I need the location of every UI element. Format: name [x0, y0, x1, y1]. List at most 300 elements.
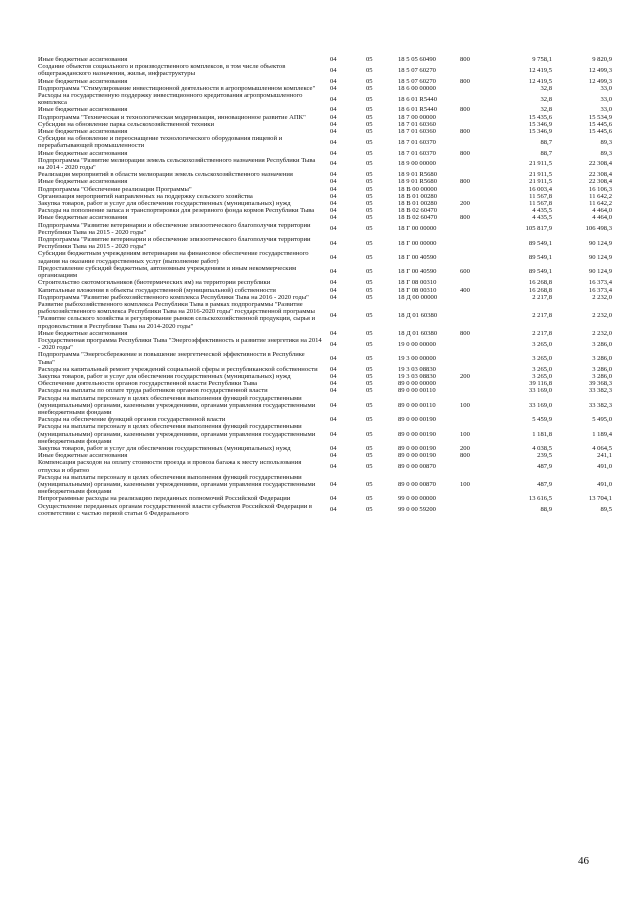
budget-document	[38, 56, 612, 517]
row-value-year2: 33 382,3	[588, 387, 612, 395]
row-value-year1: 89 549,1	[528, 254, 552, 262]
row-value-year2: 16 373,4	[588, 286, 612, 294]
row-name: Расходы на выплаты персоналу в целях обеспечения выполнения функций государственными (муниципальными) органами, казенными учреждениями, органами управления государственными внебюджетными фондами	[38, 473, 316, 496]
row-section-code: 04	[330, 160, 337, 168]
table-row	[38, 495, 612, 502]
row-target-article: 18 7 01 60360	[398, 128, 436, 136]
row-section-code: 04	[330, 387, 337, 395]
row-value-year1: 16 268,8	[528, 286, 552, 294]
table-row	[38, 387, 612, 394]
row-target-article: 18 Г 00 40590	[398, 254, 437, 262]
table-row	[38, 178, 612, 185]
row-value-year1: 3 265,0	[532, 354, 552, 362]
row-section-code: 04	[330, 365, 337, 373]
row-expense-type	[460, 135, 494, 149]
row-section-code: 04	[330, 66, 337, 74]
row-name: Иные бюджетные ассигнования	[38, 106, 128, 114]
row-name: Подпрограмма "Стимулирование инвестиционной деятельности в агропромышленном комплексе"	[38, 84, 316, 92]
row-value-year1: 239,5	[537, 452, 552, 460]
row-expense-type: 800	[460, 106, 470, 114]
page-number: 46	[578, 855, 589, 867]
row-subsection-code: 05	[366, 160, 373, 168]
row-section-code: 04	[330, 506, 337, 514]
row-expense-type: 800	[460, 128, 470, 136]
row-subsection-code: 05	[366, 149, 373, 157]
row-target-article: 99 0 00 59200	[398, 506, 436, 514]
row-section-code: 04	[330, 444, 337, 452]
table-row	[38, 503, 612, 517]
row-target-article: 18 5 05 60490	[398, 56, 436, 63]
row-expense-type: 100	[460, 480, 470, 488]
row-value-year2: 3 286,0	[592, 340, 612, 348]
table-row	[38, 157, 612, 171]
row-expense-type	[460, 121, 494, 128]
row-target-article: 18 В 02 60470	[398, 214, 438, 222]
row-value-year1: 21 911,5	[529, 171, 552, 179]
row-value-year2: 3 286,0	[592, 365, 612, 373]
row-section-code: 04	[330, 495, 337, 503]
row-section-code: 04	[330, 329, 337, 337]
row-value-year2: 11 642,2	[589, 200, 612, 208]
row-subsection-code: 05	[366, 95, 373, 103]
row-value-year2: 491,0	[597, 480, 612, 488]
row-value-year2: 491,0	[597, 462, 612, 470]
row-name: Расходы на обеспечение функций органов государственной власти	[38, 416, 226, 424]
row-value-year2: 5 495,0	[592, 416, 612, 424]
row-name: Подпрограмма "Энергосбережение и повышение энергетической эффективности в Республике Тыва"	[38, 351, 305, 366]
row-subsection-code: 05	[366, 239, 373, 247]
row-expense-type	[460, 250, 494, 264]
row-value-year1: 16 268,8	[528, 279, 552, 287]
row-subsection-code: 05	[366, 192, 373, 200]
table-row	[38, 351, 612, 365]
row-value-year1: 89 549,1	[528, 268, 552, 276]
row-target-article: 18 9 01 R5680	[398, 178, 438, 186]
row-value-year1: 12 419,5	[528, 77, 552, 85]
table-row	[38, 423, 612, 445]
row-value-year2: 39 368,3	[588, 380, 612, 388]
row-value-year1: 1 181,8	[532, 430, 552, 438]
row-target-article: 18 6 01 R5440	[398, 106, 438, 114]
row-value-year1: 89 549,1	[528, 239, 552, 247]
row-value-year1: 33 169,0	[528, 401, 552, 409]
row-value-year2: 89,3	[600, 138, 612, 146]
row-value-year1: 32,8	[540, 95, 552, 103]
table-row	[38, 236, 612, 250]
row-value-year2: 89,3	[600, 149, 612, 157]
table-row	[38, 265, 612, 279]
row-value-year2: 12 499,3	[588, 66, 612, 74]
row-expense-type	[460, 459, 494, 473]
row-subsection-code: 05	[366, 138, 373, 146]
row-value-year2: 16 373,4	[588, 279, 612, 287]
row-name: Подпрограмма "Развитие рыбохозяйственного комплекса Республики Тыва на 2016 - 2020 годы"	[38, 293, 309, 301]
row-subsection-code: 05	[366, 506, 373, 514]
row-name: Иные бюджетные ассигнования	[38, 329, 128, 337]
row-expense-type: 600	[460, 268, 470, 276]
row-target-article: 18 Г 08 00310	[398, 286, 437, 294]
row-value-year2: 2 232,0	[592, 311, 612, 319]
row-name: Обеспечение деятельности органов государственной власти Республики Тыва	[38, 380, 258, 388]
row-expense-type	[460, 387, 494, 394]
table-row	[38, 474, 612, 496]
row-subsection-code: 05	[366, 401, 373, 409]
row-expense-type	[460, 193, 494, 200]
row-expense-type: 800	[460, 329, 470, 337]
row-target-article: 18 9 01 R5680	[398, 171, 438, 179]
row-section-code: 04	[330, 293, 337, 301]
row-name: Субсидии на обновление парка сельскохозяйственной техники	[38, 120, 215, 128]
row-value-year1: 11 567,8	[529, 200, 552, 208]
row-subsection-code: 05	[366, 480, 373, 488]
table-row	[38, 200, 612, 207]
table-row	[38, 337, 612, 351]
row-name: Организация мероприятий направленных на поддержку сельского хозяйства	[38, 192, 253, 200]
row-expense-type	[460, 222, 494, 236]
row-subsection-code: 05	[366, 311, 373, 319]
row-subsection-code: 05	[366, 178, 373, 186]
table-row	[38, 452, 612, 459]
row-value-year2: 90 124,9	[588, 254, 612, 262]
row-subsection-code: 05	[366, 106, 373, 114]
row-value-year2: 11 642,2	[589, 192, 612, 200]
row-target-article: 18 6 00 00000	[398, 84, 436, 92]
row-name: Иные бюджетные ассигнования	[38, 56, 128, 63]
row-name: Реализация мероприятий в области мелиорации земель сельскохозяйственного назначения	[38, 171, 293, 179]
row-section-code: 04	[330, 171, 337, 179]
table-row	[38, 106, 612, 113]
row-target-article: 18 В 00 00000	[398, 185, 438, 193]
row-target-article: 18 В 02 60470	[398, 207, 438, 215]
row-expense-type: 800	[460, 56, 470, 63]
row-value-year2: 4 464,0	[592, 207, 612, 215]
row-target-article: 89 0 00 00110	[398, 401, 436, 409]
row-value-year1: 32,8	[540, 106, 552, 114]
row-name: Развитие рыбохозяйственного комплекса Республики Тыва в рамках подпрограммы "Развитие рыбохозяйственного комплекса Республики Тыва на 2016-2020 годы" государственной программы "Развитие сельского хозяйства и регулирование рынков сельскохозяйственной продукции, сырья и продовольствия в Республике Тыва на 2014-2020 годы"	[38, 300, 316, 330]
row-name: Расходы на пополнение запаса и транспортировки для резервного фонда кормов Республики Тыва	[38, 207, 315, 215]
row-section-code: 04	[330, 311, 337, 319]
row-subsection-code: 05	[366, 66, 373, 74]
row-value-year2: 16 106,3	[588, 185, 612, 193]
row-subsection-code: 05	[366, 286, 373, 294]
row-expense-type	[460, 416, 494, 423]
row-target-article: 18 5 07 60270	[398, 66, 436, 74]
table-row	[38, 193, 612, 200]
row-section-code: 04	[330, 279, 337, 287]
table-row	[38, 214, 612, 221]
row-value-year2: 3 286,0	[592, 372, 612, 380]
row-value-year1: 4 038,5	[532, 444, 552, 452]
row-value-year1: 4 435,5	[532, 214, 552, 222]
row-value-year2: 4 064,5	[592, 444, 612, 452]
row-name: Расходы на капитальный ремонт учреждений социальной сферы и республиканской собственности	[38, 365, 318, 373]
row-section-code: 04	[330, 225, 337, 233]
row-expense-type	[460, 351, 494, 365]
row-value-year1: 16 003,4	[528, 185, 552, 193]
table-row	[38, 135, 612, 149]
row-value-year1: 2 217,8	[532, 329, 552, 337]
row-value-year2: 90 124,9	[588, 239, 612, 247]
row-name: Субсидии бюджетным учреждениям ветеринарии на финансовое обеспечение государственного задания на оказание государственных услуг (выполнение работ)	[38, 250, 309, 265]
table-row	[38, 207, 612, 214]
row-target-article: 89 0 00 00190	[398, 444, 436, 452]
row-subsection-code: 05	[366, 329, 373, 337]
row-value-year2: 15 445,6	[588, 128, 612, 136]
table-row	[38, 294, 612, 301]
row-section-code: 04	[330, 380, 337, 388]
row-subsection-code: 05	[366, 77, 373, 85]
row-expense-type: 800	[460, 149, 470, 157]
row-value-year1: 21 911,5	[529, 160, 552, 168]
table-row	[38, 186, 612, 193]
row-value-year2: 13 704,1	[588, 495, 612, 503]
row-subsection-code: 05	[366, 372, 373, 380]
row-section-code: 04	[330, 84, 337, 92]
row-target-article: 18 Д 00 00000	[398, 293, 438, 301]
row-target-article: 18 Г 00 00000	[398, 239, 437, 247]
row-name: Закупка товаров, работ и услуг для обеспечения государственных (муниципальных) нужд	[38, 444, 291, 452]
row-subsection-code: 05	[366, 254, 373, 262]
table-row	[38, 222, 612, 236]
row-expense-type	[460, 294, 494, 301]
row-expense-type: 200	[460, 200, 470, 208]
row-value-year2: 3 286,0	[592, 354, 612, 362]
row-section-code: 04	[330, 207, 337, 215]
row-name: Подпрограмма "Развитие ветеринарии и обеспечение эпизоотического благополучия территории Республики Тыва на 2015 - 2020 годы"	[38, 221, 311, 236]
row-target-article: 18 6 01 R5440	[398, 95, 438, 103]
row-target-article: 18 7 01 60370	[398, 138, 436, 146]
row-value-year1: 88,9	[540, 506, 552, 514]
row-section-code: 04	[330, 430, 337, 438]
row-name: Расходы на выплаты по оплате труда работников органов государственной власти	[38, 387, 268, 395]
row-expense-type	[460, 157, 494, 171]
row-expense-type: 800	[460, 214, 470, 222]
row-target-article: 89 0 00 00870	[398, 462, 436, 470]
row-name: Закупка товаров, работ и услуг для обеспечения государственных (муниципальных) нужд	[38, 372, 291, 380]
row-section-code: 04	[330, 268, 337, 276]
row-value-year1: 12 419,5	[528, 66, 552, 74]
row-target-article: 18 В 01 00280	[398, 200, 438, 208]
table-row	[38, 121, 612, 128]
row-value-year2: 90 124,9	[588, 268, 612, 276]
row-value-year2: 22 308,4	[588, 178, 612, 186]
row-name: Закупка товаров, работ и услуг для обеспечения государственных (муниципальных) нужд	[38, 200, 291, 208]
table-row	[38, 78, 612, 85]
row-target-article: 18 7 01 60360	[398, 120, 436, 128]
table-row	[38, 114, 612, 121]
row-value-year2: 4 464,0	[592, 214, 612, 222]
table-row	[38, 395, 612, 417]
row-subsection-code: 05	[366, 225, 373, 233]
table-row	[38, 459, 612, 473]
row-expense-type	[460, 301, 494, 330]
row-value-year2: 2 232,0	[592, 329, 612, 337]
row-section-code: 04	[330, 106, 337, 114]
row-expense-type	[460, 92, 494, 106]
row-value-year1: 32,8	[540, 84, 552, 92]
row-name: Субсидии на обновление и переоснащение технологического оборудования пищевой и перерабатывающей промышленности	[38, 135, 283, 150]
row-target-article: 18 9 00 00000	[398, 160, 436, 168]
table-row	[38, 171, 612, 178]
row-section-code: 04	[330, 401, 337, 409]
table-row	[38, 373, 612, 380]
row-subsection-code: 05	[366, 416, 373, 424]
row-name: Иные бюджетные ассигнования	[38, 149, 128, 157]
row-target-article: 18 Г 08 00310	[398, 279, 437, 287]
row-value-year1: 2 217,8	[532, 293, 552, 301]
row-expense-type: 100	[460, 430, 470, 438]
row-section-code: 04	[330, 120, 337, 128]
row-name: Капитальные вложения в объекты государственной (муниципальной) собственности	[38, 286, 276, 294]
row-expense-type	[460, 380, 494, 387]
row-section-code: 04	[330, 138, 337, 146]
row-name: Иные бюджетные ассигнования	[38, 178, 128, 186]
row-value-year1: 15 346,9	[528, 128, 552, 136]
row-subsection-code: 05	[366, 293, 373, 301]
row-section-code: 04	[330, 254, 337, 262]
row-value-year1: 9 758,1	[532, 56, 552, 63]
row-subsection-code: 05	[366, 279, 373, 287]
row-target-article: 19 3 03 08830	[398, 365, 436, 373]
table-row	[38, 380, 612, 387]
row-subsection-code: 05	[366, 365, 373, 373]
row-expense-type	[460, 171, 494, 178]
row-subsection-code: 05	[366, 444, 373, 452]
table-row	[38, 250, 612, 264]
row-section-code: 04	[330, 185, 337, 193]
row-subsection-code: 05	[366, 171, 373, 179]
row-value-year2: 33,0	[600, 95, 612, 103]
row-expense-type: 800	[460, 77, 470, 85]
row-value-year2: 1 189,4	[592, 430, 612, 438]
row-target-article: 89 0 00 00190	[398, 416, 436, 424]
row-name: Иные бюджетные ассигнования	[38, 128, 128, 136]
row-subsection-code: 05	[366, 120, 373, 128]
row-section-code: 04	[330, 416, 337, 424]
row-section-code: 04	[330, 239, 337, 247]
budget-table-body	[38, 56, 612, 517]
table-row	[38, 366, 612, 373]
row-target-article: 18 Г 00 00000	[398, 225, 437, 233]
table-row	[38, 63, 612, 77]
row-target-article: 18 7 01 60370	[398, 149, 436, 157]
row-value-year2: 15 534,9	[588, 113, 612, 121]
row-expense-type: 200	[460, 444, 470, 452]
row-value-year2: 12 499,3	[588, 77, 612, 85]
row-section-code: 04	[330, 128, 337, 136]
row-value-year2: 241,1	[597, 452, 612, 460]
row-section-code: 04	[330, 452, 337, 460]
row-value-year2: 22 308,4	[588, 171, 612, 179]
row-subsection-code: 05	[366, 84, 373, 92]
row-name: Компенсация расходов на оплату стоимости проезда и провоза багажа к месту использования отпуска и обратно	[38, 459, 302, 474]
table-row	[38, 85, 612, 92]
row-subsection-code: 05	[366, 56, 373, 63]
row-target-article: 19 3 00 00000	[398, 354, 436, 362]
row-expense-type: 400	[460, 286, 470, 294]
row-subsection-code: 05	[366, 340, 373, 348]
row-target-article: 89 0 00 00870	[398, 480, 436, 488]
row-name: Создание объектов социального и производственного комплексов, в том числе объектов общегражданского назначения, жилья, инфраструктуры	[38, 63, 286, 78]
row-expense-type	[460, 207, 494, 214]
table-row	[38, 128, 612, 135]
row-target-article: 18 Д 01 60380	[398, 311, 438, 319]
table-row	[38, 416, 612, 423]
row-expense-type: 100	[460, 401, 470, 409]
row-expense-type	[460, 503, 494, 517]
row-target-article: 89 0 00 00110	[398, 387, 436, 395]
row-value-year2: 9 820,9	[592, 56, 612, 63]
row-section-code: 04	[330, 462, 337, 470]
row-name: Государственная программа Республики Тыва "Энергоэффективность и развитие энергетики на 2014 - 2020 годы"	[38, 336, 322, 352]
row-expense-type	[460, 85, 494, 92]
row-section-code: 04	[330, 214, 337, 222]
row-subsection-code: 05	[366, 452, 373, 460]
row-subsection-code: 05	[366, 185, 373, 193]
row-value-year1: 33 169,0	[528, 387, 552, 395]
row-expense-type	[460, 337, 494, 351]
row-name: Подпрограмма "Обеспечение реализации Программы"	[38, 185, 192, 193]
row-value-year1: 105 817,9	[525, 225, 552, 233]
row-section-code: 04	[330, 56, 337, 63]
row-section-code: 04	[330, 354, 337, 362]
row-expense-type	[460, 236, 494, 250]
row-expense-type	[460, 495, 494, 502]
row-name: Расходы на государственную поддержку инвестиционного кредитования агропромышленного комплекса	[38, 92, 303, 107]
row-subsection-code: 05	[366, 495, 373, 503]
table-row	[38, 301, 612, 330]
row-value-year1: 2 217,8	[532, 311, 552, 319]
row-section-code: 04	[330, 286, 337, 294]
row-value-year1: 88,7	[540, 149, 552, 157]
row-name: Иные бюджетные ассигнования	[38, 214, 128, 222]
row-expense-type: 800	[460, 178, 470, 186]
row-name: Подпрограмма "Развитие ветеринарии и обеспечение эпизоотического благополучия территории Республики Тыва на 2015 - 2020 годы"	[38, 236, 311, 251]
row-target-article: 18 5 07 60270	[398, 77, 436, 85]
row-subsection-code: 05	[366, 113, 373, 121]
row-name: Расходы на выплаты персоналу в целях обеспечения выполнения функций государственными (муниципальными) органами, казенными учреждениями, органами управления государственными внебюджетными фондами	[38, 394, 316, 416]
row-target-article: 18 Д 01 60380	[398, 329, 438, 337]
row-name: Непрограммные расходы на реализацию переданных полномочий Российской Федерации	[38, 495, 291, 503]
row-subsection-code: 05	[366, 462, 373, 470]
row-value-year1: 4 435,5	[532, 207, 552, 215]
table-row	[38, 330, 612, 337]
row-section-code: 04	[330, 340, 337, 348]
row-expense-type: 800	[460, 452, 470, 460]
row-target-article: 89 0 00 00190	[398, 452, 436, 460]
row-section-code: 04	[330, 480, 337, 488]
row-value-year2: 33 382,3	[588, 401, 612, 409]
table-row	[38, 279, 612, 286]
row-section-code: 04	[330, 149, 337, 157]
row-name: Иные бюджетные ассигнования	[38, 77, 128, 85]
row-target-article: 18 Г 00 40590	[398, 268, 437, 276]
row-name: Расходы на выплаты персоналу в целях обеспечения выполнения функций государственными (муниципальными) органами, казенными учреждениями, органами управления государственными внебюджетными фондами	[38, 423, 316, 445]
budget-table	[38, 56, 612, 517]
row-subsection-code: 05	[366, 380, 373, 388]
row-value-year1: 21 911,5	[529, 178, 552, 186]
row-section-code: 04	[330, 95, 337, 103]
row-name: Подпрограмма "Техническая и технологическая модернизация, инновационное развитие АПК"	[38, 113, 306, 121]
row-target-article: 18 В 01 00280	[398, 192, 438, 200]
row-name: Предоставление субсидий бюджетным, автономным учреждениям и иным некоммерческим организациям	[38, 264, 297, 280]
row-value-year1: 11 567,8	[529, 192, 552, 200]
row-value-year2: 2 232,0	[592, 293, 612, 301]
row-value-year1: 15 346,9	[528, 120, 552, 128]
row-value-year1: 13 616,5	[528, 495, 552, 503]
row-subsection-code: 05	[366, 128, 373, 136]
row-name: Осуществление переданных органам государственной власти субъектов Российской Федерации в соответствии с частью первой статьи 6 Федерального	[38, 502, 313, 517]
